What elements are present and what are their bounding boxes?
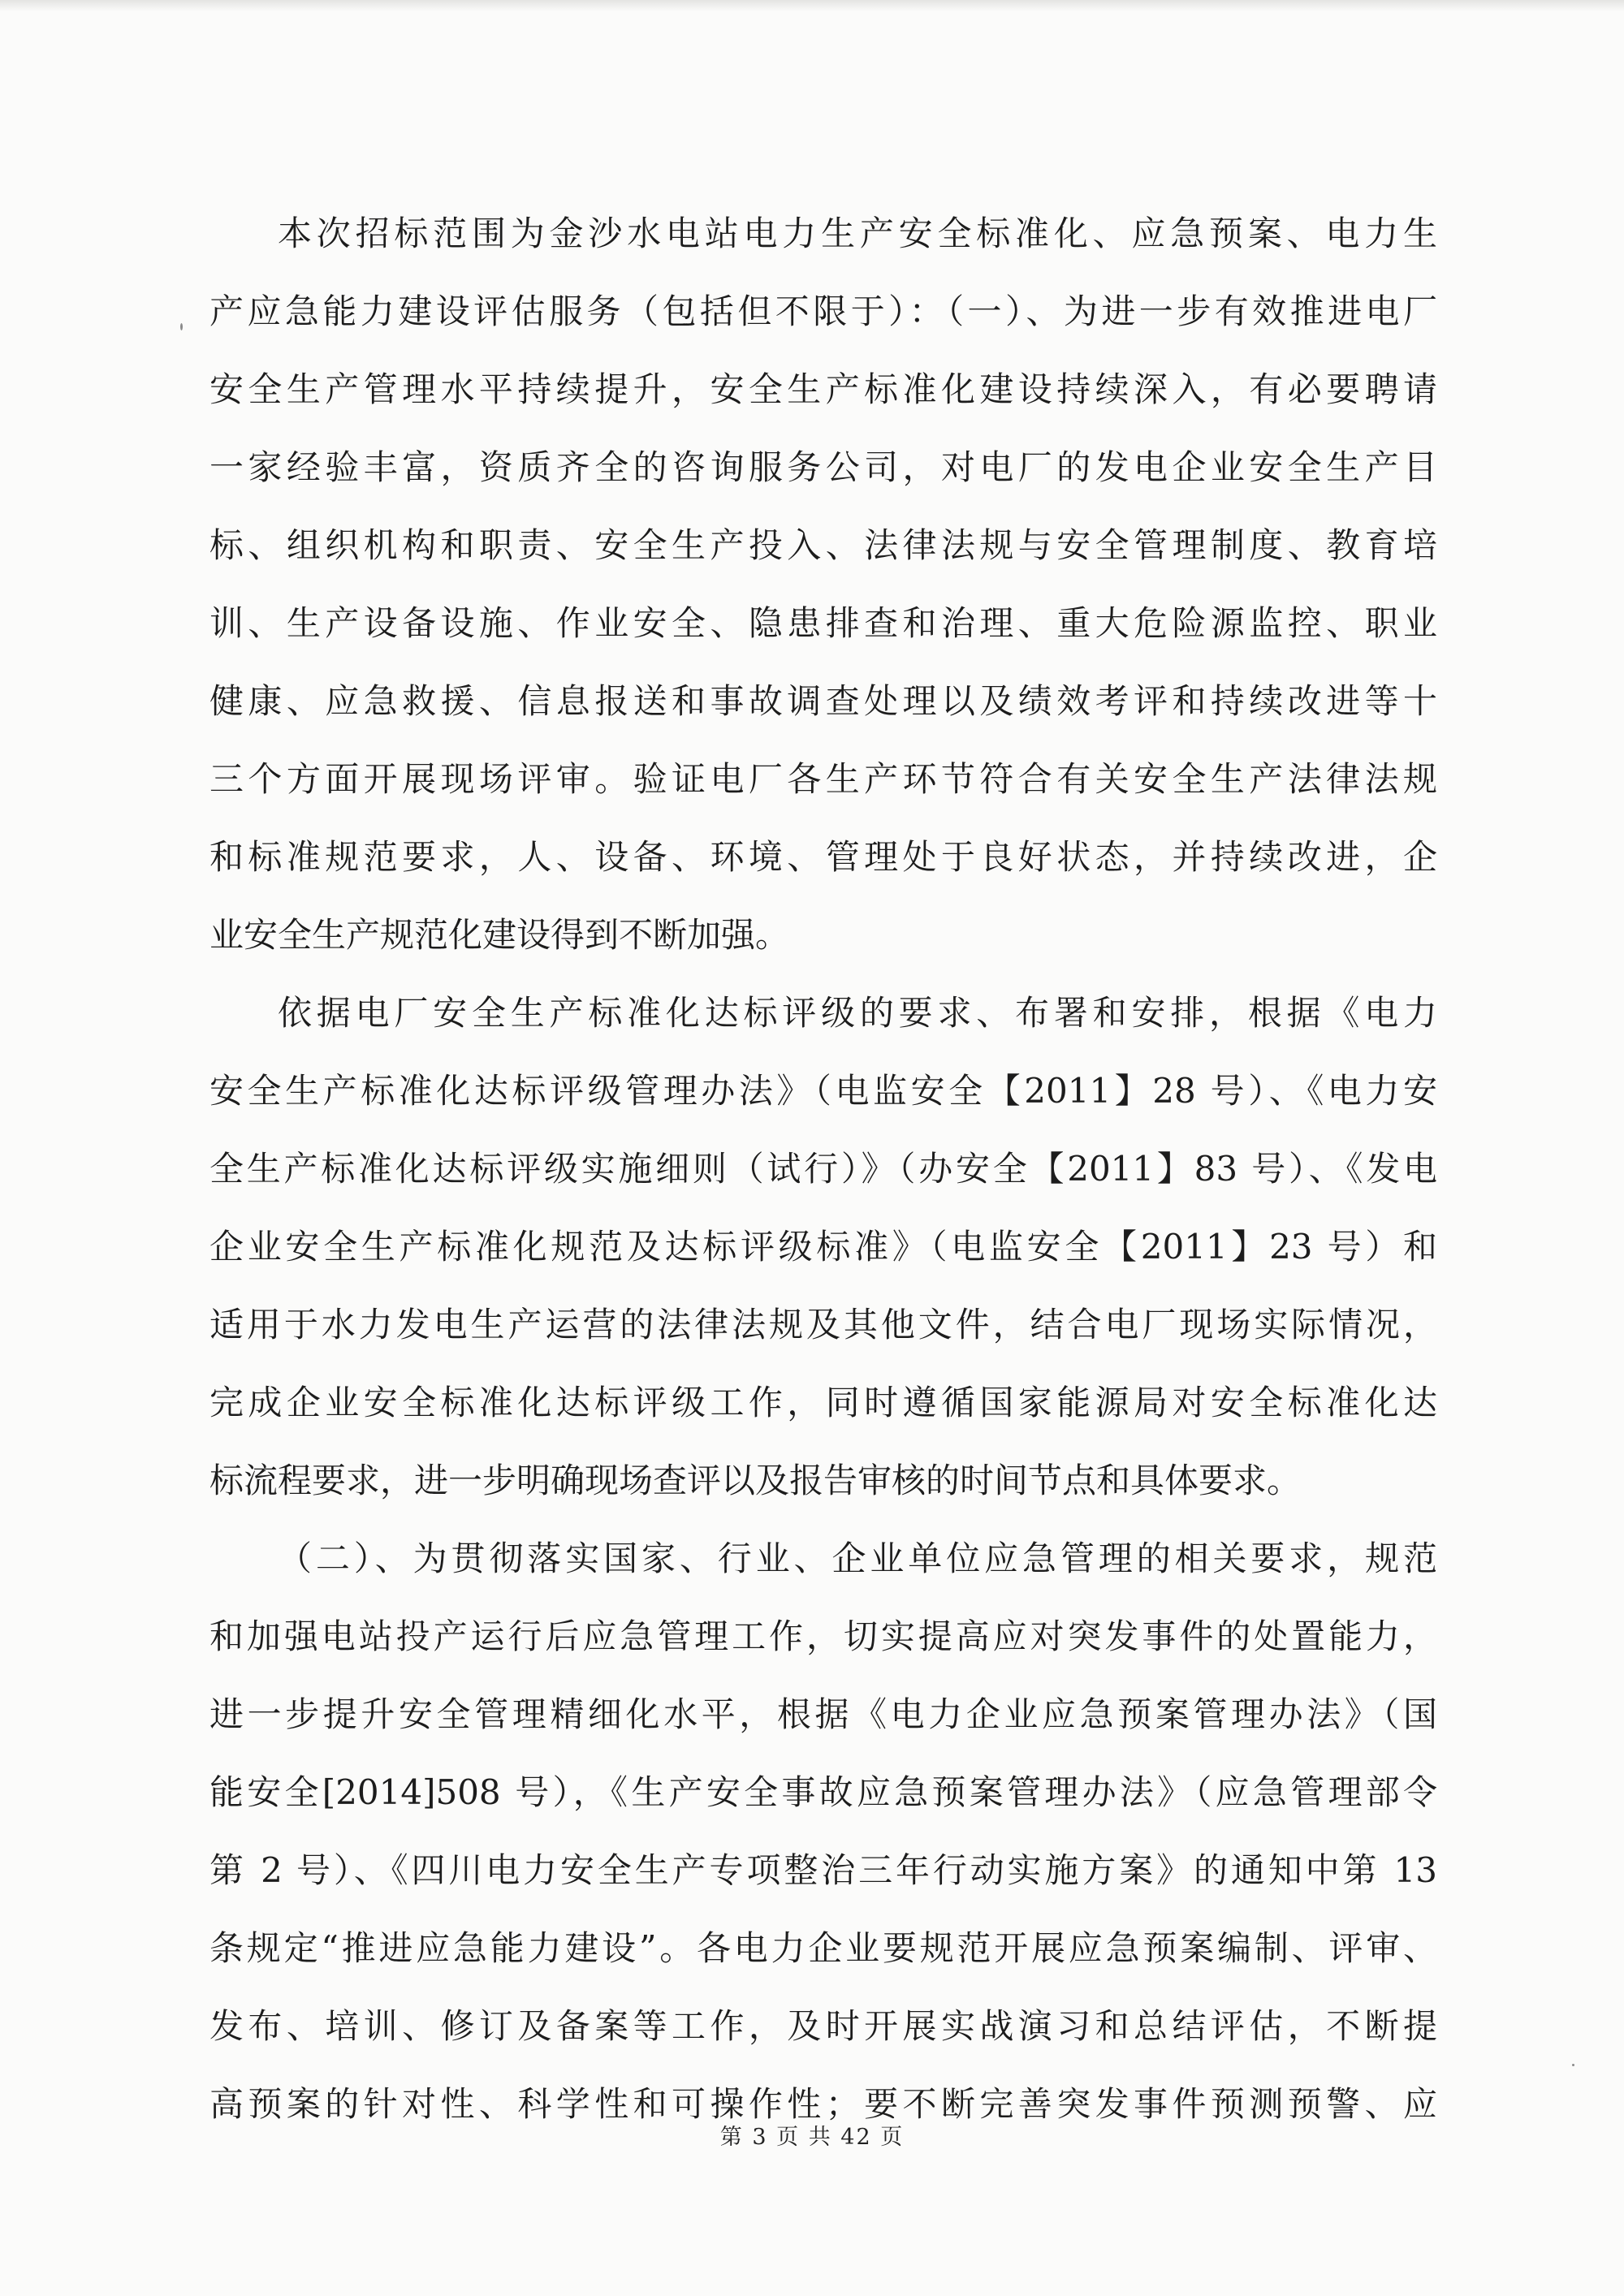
text-line: 高预案的针对性、科学性和可操作性；要不断完善突发事件预测预警、应 [209,2084,1437,2124]
text-line: 企业安全生产标准化规范及达标评级标准》（电监安全【2011】23 号）和 [209,1227,1437,1267]
text-line: 一家经验丰富，资质齐全的咨询服务公司，对电厂的发电企业安全生产目 [209,447,1437,487]
page-number: 第 3 页 共 42 页 [719,2125,905,2150]
text-line: 标流程要求，进一步明确现场查评以及报告审核的时间节点和具体要求。 [209,1461,1302,1500]
text-line: 和加强电站投产运行后应急管理工作，切实提高应对突发事件的处置能力， [209,1616,1437,1656]
paragraph-scope [209,195,1437,974]
text-line: 健康、应急救援、信息报送和事故调查处理以及绩效考评和持续改进等十 [209,681,1437,721]
text-line: （二）、为贯彻落实国家、行业、企业单位应急管理的相关要求，规范 [278,1539,1437,1578]
text-line: 全生产标准化达标评级实施细则（试行）》（办安全【2011】83 号）、《发电 [209,1149,1437,1189]
text-line: 进一步提升安全管理精细化水平，根据《电力企业应急预案管理办法》（国 [209,1694,1437,1734]
text-line: 能安全[2014]508 号），《生产安全事故应急预案管理办法》（应急管理部令 [209,1772,1437,1812]
text-line: 第 2 号）、《四川电力安全生产专项整治三年行动实施方案》的通知中第 13 [209,1850,1437,1890]
text-line: 三个方面开展现场评审。验证电厂各生产环节符合有关安全生产法律法规 [209,759,1437,799]
text-line: 标、组织机构和职责、安全生产投入、法律法规与安全管理制度、教育培 [209,525,1437,565]
scan-speck [1572,2064,1574,2066]
paragraph-emergency [209,1520,1437,2143]
scan-speck [180,323,183,330]
text-line: 训、生产设备设施、作业安全、隐患排查和治理、重大危险源监控、职业 [209,603,1437,643]
text-line: 安全生产标准化达标评级管理办法》（电监安全【2011】28 号）、《电力安 [209,1071,1437,1111]
text-line: 本次招标范围为金沙水电站电力生产安全标准化、应急预案、电力生 [278,214,1437,253]
text-line: 适用于水力发电生产运营的法律法规及其他文件，结合电厂现场实际情况， [209,1305,1437,1344]
text-line: 条规定“推进应急能力建设”。各电力企业要规范开展应急预案编制、评审、 [209,1928,1437,1968]
document-body [209,195,1437,2143]
text-line: 发布、培训、修订及备案等工作，及时开展实战演习和总结评估，不断提 [209,2006,1437,2046]
text-line: 依据电厂安全生产标准化达标评级的要求、布署和安排，根据《电力 [278,993,1437,1033]
paragraph-basis [209,974,1437,1520]
text-line: 业安全生产规范化建设得到不断加强。 [209,915,790,955]
scan-shadow [0,0,1624,11]
text-line: 安全生产管理水平持续提升，安全生产标准化建设持续深入，有必要聘请 [209,369,1437,409]
text-line: 产应急能力建设评估服务（包括但不限于）：（一）、为进一步有效推进电厂 [209,291,1437,331]
text-line: 和标准规范要求，人、设备、环境、管理处于良好状态，并持续改进，企 [209,837,1437,877]
text-line: 完成企业安全标准化达标评级工作，同时遵循国家能源局对安全标准化达 [209,1383,1437,1422]
